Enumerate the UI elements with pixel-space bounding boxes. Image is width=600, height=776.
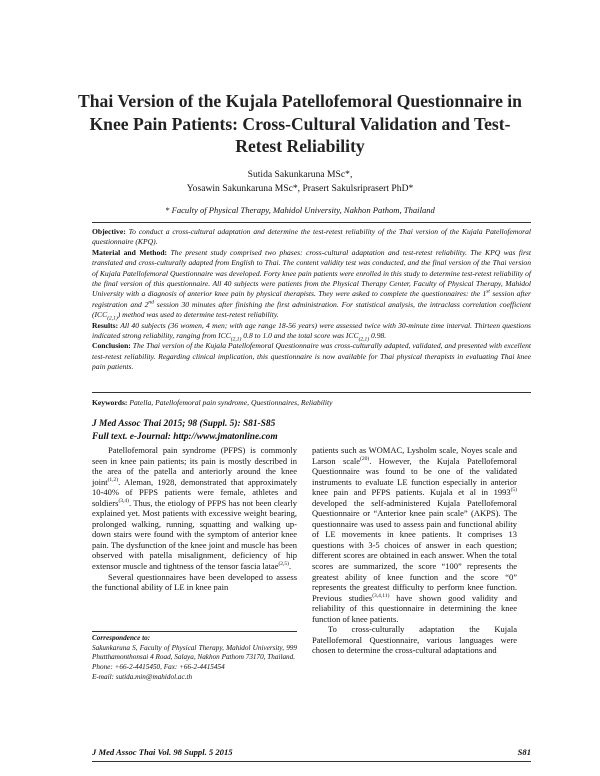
body-column-left <box>92 445 297 593</box>
text-run: . <box>289 561 292 572</box>
results-label: Results: <box>92 320 119 330</box>
results-text-a: All 40 subjects (36 women, 4 men; with age range 18-56 years) were assessed twice with 30-minute time interval. Thirteen questions indicated strong reliability, ranging from ICC <box>92 320 531 341</box>
text-run: . Thus, the etiology of PFPS has not been clearly explained yet. Most patients with excessive weight bearing, prolonged walking, running, squatting and walking up-down stairs were found with the symptom of anterior knee pain. The dysfunction of the knee joint and muscle has been observed with patella misalignment, deficiency of hip extensor muscle and tightness of the tensor fascia latae <box>92 497 297 572</box>
abstract <box>92 227 531 373</box>
text-run: patients such as WOMAC, Lysholm scale, Noyes scale and Larson scale <box>312 445 517 466</box>
abstract-bottom-rule <box>92 392 531 393</box>
abstract-methods <box>92 248 531 321</box>
citation-ref: (20) <box>360 455 370 462</box>
abstract-results <box>92 321 531 342</box>
keywords-label: Keywords: <box>92 398 128 407</box>
abstract-objective <box>92 227 531 248</box>
results-text-c: 0.98. <box>369 331 387 341</box>
body-left-paragraph-1 <box>92 445 297 572</box>
correspondence-block <box>92 634 297 683</box>
body-right-paragraph-1 <box>312 445 517 624</box>
text-run: Patellofemoral pain syndrome (PFPS) is commonly seen in knee pain patients; its pain is mostly described in the area of the patella and anteriorly around the knee joint <box>92 445 297 487</box>
objective-text: To conduct a cross-cultural adaptation and determine the test-retest reliability of the Thai version of the Kujala Patellofemoral questionnaire (KPQ). <box>92 227 531 247</box>
abstract-top-rule <box>92 222 531 223</box>
journal-url-link[interactable]: http://www.jmatonline.com <box>170 431 278 442</box>
citation-ref: (3,4,11) <box>372 592 390 599</box>
footer-page-number: S81 <box>517 747 531 757</box>
text-run: developed the self-administered Kujala Patellofemoral Questionnaire or “Anterior knee pain scale” (AKPS). The questionnaire was used to assess pain and functional ability of LE movements in knee patients. It comprises 13 questions with 3-5 choices of answer in each question; different scores are obtained in each answer. When the total scores are summarized, the score “100” represents the greatest ability of knee function and the score “0” represents the greatest difficulty to perform knee function. Previous studies <box>312 497 517 603</box>
author-list <box>90 168 510 196</box>
full-text-label: Full text. e-Journal: <box>92 431 171 442</box>
citation-ref: (1,2) <box>107 476 119 483</box>
affiliation: * Faculty of Physical Therapy, Mahidol University, Nakhon Pathom, Thailand <box>165 205 435 215</box>
results-sub-1: (2,1) <box>230 336 242 343</box>
citation-line: J Med Assoc Thai 2015; 98 (Suppl. 5): S81-S85 <box>92 419 276 429</box>
methods-sub: (2,1) <box>107 315 118 322</box>
conclusion-label: Conclusion: <box>92 341 131 351</box>
citation-block <box>92 418 392 443</box>
results-sub-2: (2,1) <box>358 336 370 343</box>
correspondence-address: Sakunkaruna S, Faculty of Physical Therapy, Mahidol University, 999 Phutthamonthonsai 4 Road, Salaya, Nakhon Pathom 73170, Thailand. <box>92 643 297 662</box>
article-title: Thai Version of the Kujala Patellofemoral Questionnaire in Knee Pain Patients: Cross-Cultural Validation and Test-Retest Reliability <box>78 91 522 156</box>
keywords-text: Patella, Patellofemoral pain syndrome, Questionnaires, Reliability <box>127 398 333 407</box>
correspondence-email[interactable]: E-mail: sutida.min@mahidol.ac.th <box>92 672 193 681</box>
body-column-right <box>312 445 517 656</box>
methods-label: Material and Method: <box>92 247 168 257</box>
objective-label: Objective: <box>92 227 126 236</box>
body-right-paragraph-2: To cross-culturally adaptation the Kujala Patellofemoral Questionnaire, various languages were chosen to determine the cross-cultural adaptations and <box>312 624 517 656</box>
conclusion-text: The Thai version of the Kujala Patellofemoral Questionnaire was cross-culturally adapted, validated, and presented with excellent test-retest reliability. Regarding clinical implication, this questionnaire is now available for Thai physical therapists in evaluating Thai knee pain patients. <box>92 341 531 372</box>
results-text-b: 0.8 to 1.0 and the total score was ICC <box>241 331 359 341</box>
methods-sup-2: nd <box>148 299 154 306</box>
citation-ref: (2,5) <box>278 561 290 568</box>
citation-ref: (3,4) <box>118 497 129 504</box>
methods-sup-1: st <box>486 288 490 295</box>
correspondence-heading: Correspondence to: <box>92 634 151 642</box>
author-line-2: Yosawin Sakunkaruna MSc*, Prasert Sakulsriprasert PhD* <box>186 183 414 194</box>
footer-journal: J Med Assoc Thai Vol. 98 Suppl. 5 2015 <box>92 747 233 757</box>
text-run: . Aleman, 1928, demonstrated that approximately 10-40% of PFPS patients were female, athletes and soldiers <box>92 476 297 508</box>
citation-ref: (5) <box>510 487 517 494</box>
abstract-conclusion <box>92 341 531 372</box>
body-left-paragraph-2: Several questionnaires have been developed to assess the functional ability of LE in knee pain <box>92 571 297 593</box>
text-run: have shown good validity and reliability of this questionnaire in determining the knee function of knee patients. <box>312 592 517 624</box>
methods-text-a: The present study comprised two phases: cross-cultural adaptation and test-retest reliability. The KPQ was first translated and cross-culturally adapted from English to Thai. The content validity test was conducted, and the final version of the Thai version of Kujala Patellofemoral Questionnaire was developed. Forty knee pain patients were enrolled in this study to determine test-retest reliability of the final version of this questionnaire. All 40 subjects were patients from the Physical Therapy Center, Faculty of Physical Therapy, Mahidol University with a diagnosis of anterior knee pain by physical therapists. They were asked to complete the questionnaires: the 1 <box>92 247 531 299</box>
keywords <box>92 398 531 408</box>
methods-text-c: session 30 minutes after finishing the first administration. For statistical analysis, the intraclass correlation coefficient (ICC <box>92 299 531 320</box>
methods-text-b: session after registration and 2 <box>92 289 531 309</box>
author-line-1: Sutida Sakunkaruna MSc*, <box>247 169 353 180</box>
methods-text-d: ) method was used to determine test-retest reliability. <box>117 310 279 320</box>
full-text-line <box>92 431 392 444</box>
correspondence-phone: Phone: +66-2-4415450, Fax: +66-2-4415454 <box>92 663 225 672</box>
correspondence-rule <box>92 631 297 632</box>
text-run: . However, the Kujala Patellofemoral Questionnaire was found to be one of the validated instruments to evaluate LE function especially in anterior knee pain and PFPS patients. Kujala et al in 1993 <box>312 455 517 498</box>
footer-rule <box>92 761 531 762</box>
